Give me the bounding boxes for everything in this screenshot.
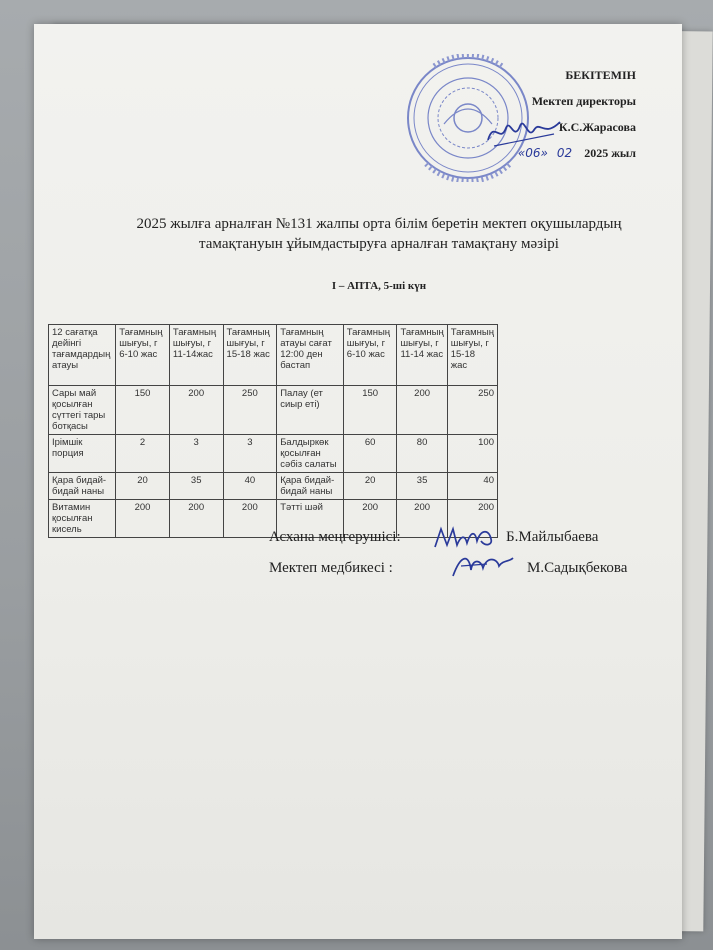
table-row [49,435,498,473]
value-cell: 35 [169,473,223,500]
dish-cell: Балдыркөк қосылған сәбіз салаты [277,435,344,473]
nurse-label: Мектеп медбикесі : [269,560,393,576]
nurse-name: М.Садықбекова [527,560,628,576]
header-cell: Тағамның шығуы, г 15-18 жас [447,325,497,386]
date-month: 02 [556,146,573,160]
title-line-1: 2025 жылға арналған №131 жалпы орта білім беретін мектеп оқушылардың [136,216,622,232]
value-cell: 250 [223,386,277,435]
value-cell: 35 [397,473,447,500]
document-title [74,214,684,254]
header-cell: Тағамның атауы сағат 12:00 ден бастап [277,325,344,386]
value-cell: 2 [116,435,170,473]
value-cell: 3 [223,435,277,473]
date-day: «06» [517,146,548,160]
dish-cell: Сары май қосылған сүттегі тары ботқасы [49,386,116,435]
value-cell: 150 [343,386,397,435]
header-cell: Тағамның шығуы, г 6-10 жас [116,325,170,386]
date-year: 2025 жыл [584,146,636,160]
value-cell: 200 [447,500,497,538]
dish-cell: Палау (ет сиыр еті) [277,386,344,435]
header-cell: Тағамның шығуы, г 11-14 жас [397,325,447,386]
value-cell: 200 [397,386,447,435]
approval-position: Мектеп директоры [531,94,636,108]
table-header-row [49,325,498,386]
dish-cell: Тәтті шәй [277,500,344,538]
cook-label: Асхана меңгерушісі: [269,529,401,545]
value-cell: 200 [343,500,397,538]
approval-heading: БЕКІТЕМІН [565,68,636,82]
value-cell: 3 [169,435,223,473]
table-row [49,473,498,500]
menu-document [34,24,682,939]
value-cell: 200 [169,386,223,435]
value-cell: 40 [223,473,277,500]
nurse-signature-icon [447,550,517,582]
value-cell: 100 [447,435,497,473]
dish-cell: Витамин қосылған кисель [49,500,116,538]
header-cell: Тағамның шығуы, г 15-18 жас [223,325,277,386]
value-cell: 200 [223,500,277,538]
value-cell: 200 [116,500,170,538]
cook-signature-row [269,529,629,551]
value-cell: 40 [447,473,497,500]
value-cell: 20 [116,473,170,500]
cook-name: Б.Майлыбаева [506,529,599,545]
nurse-signature-row [269,560,649,582]
approval-director: К.С.Жарасова [558,120,636,134]
week-day-label: I – АПТА, 5-ші күн [331,280,427,292]
value-cell: 20 [343,473,397,500]
approval-date [518,140,636,166]
table-row [49,386,498,435]
value-cell: 200 [397,500,447,538]
value-cell: 200 [169,500,223,538]
approval-block [518,62,636,166]
title-line-2: тамақтануын ұйымдастыруға арналған тамақтану мәзірі [199,236,559,252]
menu-table [48,324,498,538]
header-cell: 12 сағатқа дейінгі тағамдардың атауы [49,325,116,386]
header-cell: Тағамның шығуы, г 11-14жас [169,325,223,386]
dish-cell: Қара бидай-бидай наны [277,473,344,500]
value-cell: 60 [343,435,397,473]
dish-cell: Ірімшік порция [49,435,116,473]
value-cell: 250 [447,386,497,435]
dish-cell: Қара бидай-бидай наны [49,473,116,500]
header-cell: Тағамның шығуы, г 6-10 жас [343,325,397,386]
value-cell: 80 [397,435,447,473]
cook-signature-icon [431,523,501,553]
value-cell: 150 [116,386,170,435]
